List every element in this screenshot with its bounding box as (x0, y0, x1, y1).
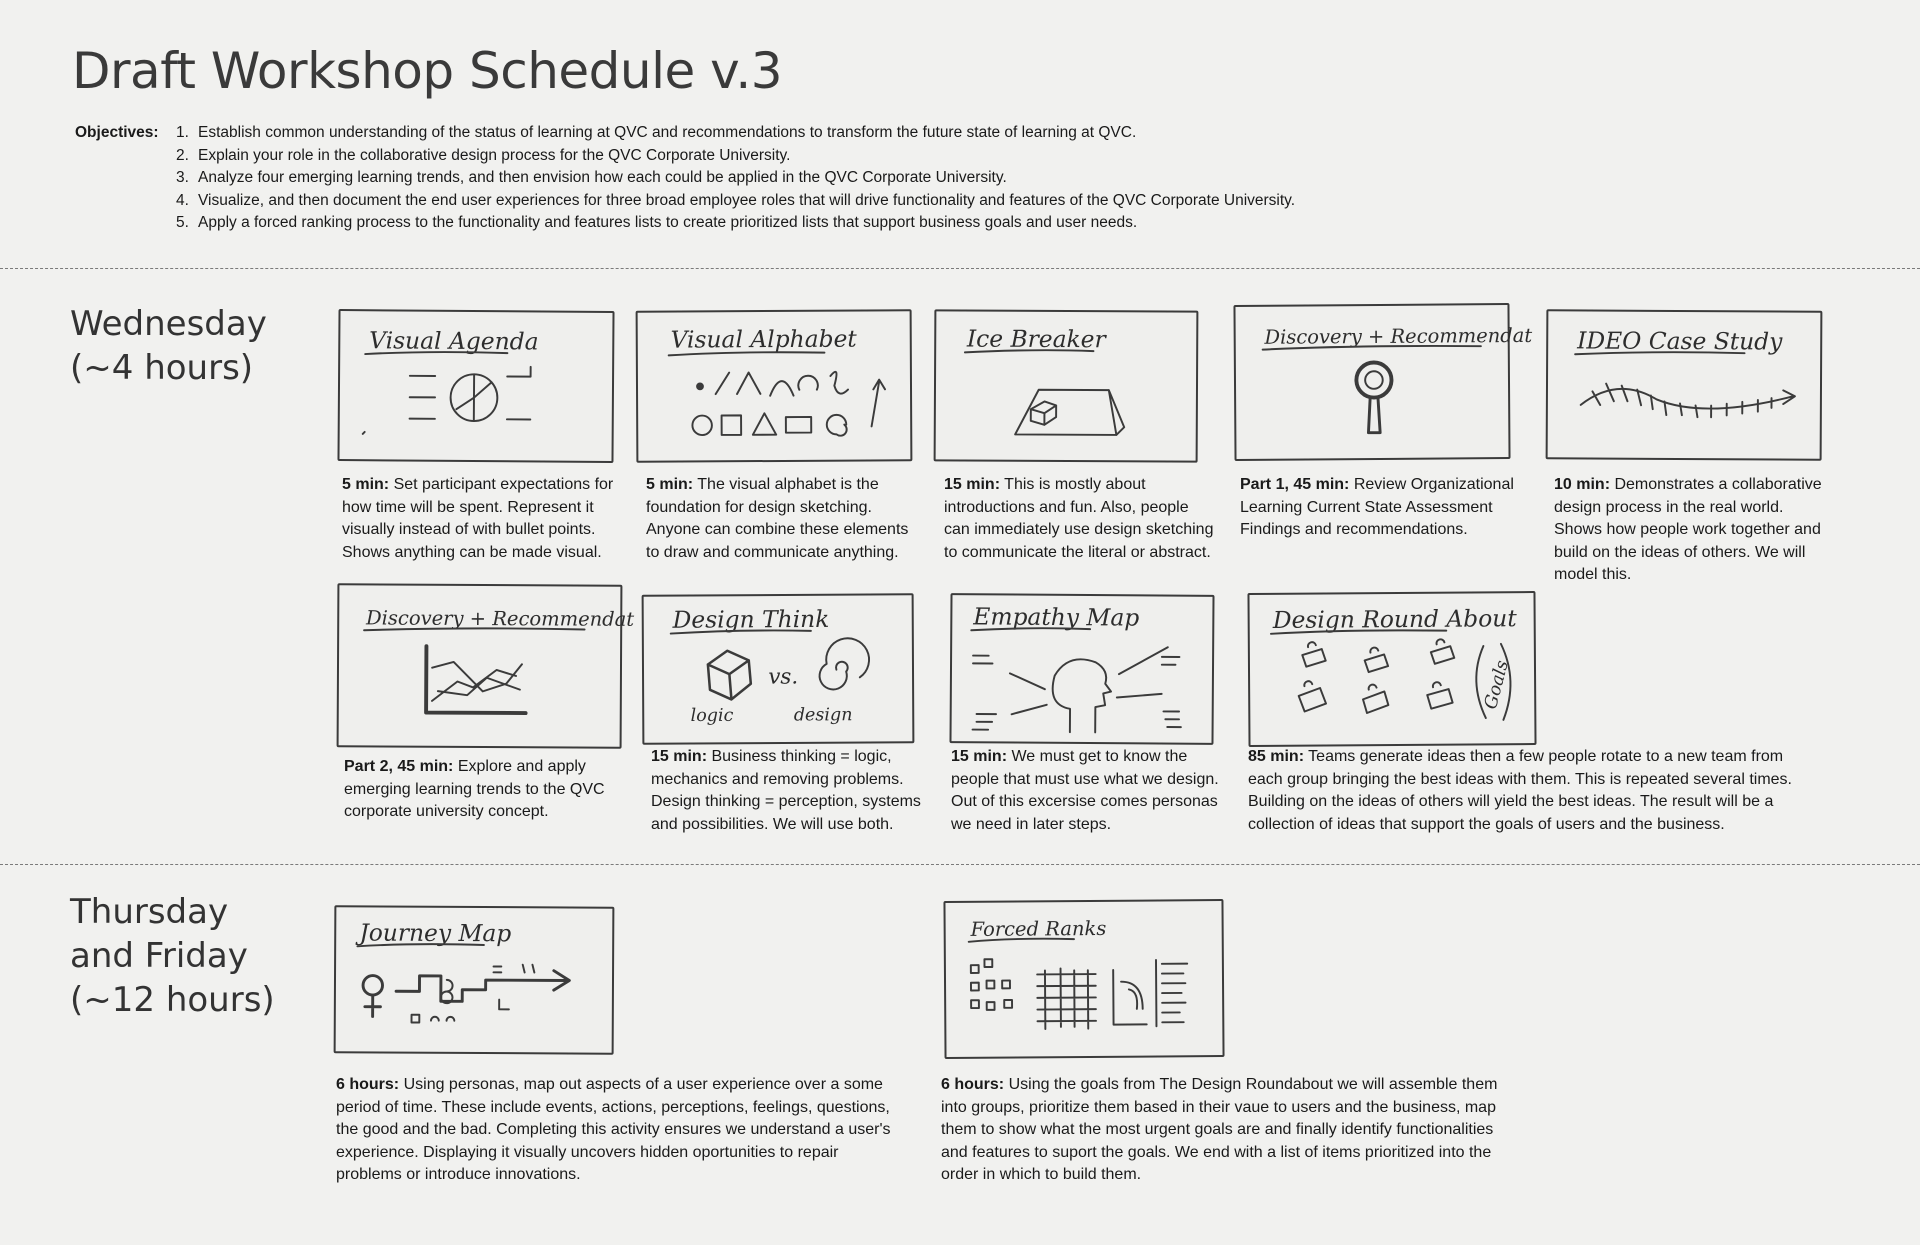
objective-item: 5. Apply a forced ranking process to the functionality and features lists to create prioritized lists that support business goals and user needs. (176, 214, 1138, 231)
svg-text:vs.: vs. (768, 664, 799, 690)
discovery-part1-caption: Part 1, 45 min: Review Organizational Learning Current State Assessment Findings and recommendations. (1240, 476, 1514, 538)
section-divider (0, 864, 1920, 865)
design-roundabout-caption: 85 min: Teams generate ideas then a few people rotate to a new team from each group bringing the best ideas with them. This is repeated several times. Building on the ideas of others will yield the best ideas. The result will be a collection of ideas that support the goals of users and the business. (1248, 748, 1792, 833)
svg-text:Discovery + Recommendat: Discovery + Recommendat (366, 606, 635, 631)
svg-text:Forced Ranks: Forced Ranks (970, 916, 1107, 941)
forced-ranks-caption: 6 hours: Using the goals from The Design Roundabout we will assemble them into groups, prioritize them based in their vaue to users and the business, map them to show what the most urgent goals are and finally identify functionalities and features to suport the goals. We end with a list of items prioritized into the order in which to build them. (941, 1076, 1498, 1183)
roundabout-groups-icon (1249, 593, 1534, 745)
visual-alphabet-shapes-icon (638, 311, 911, 460)
journey-map-caption: 6 hours: Using personas, map out aspects of a user experience over a some period of time. These include events, actions, perceptions, feelings, questions, the good and the bad. Completing this activity ensures we understand a user's experience. Displaying it visually uncovers hidden oportunities to repair problems or introduce innovations. (336, 1076, 891, 1183)
forced-ranks-sketch (943, 899, 1224, 1059)
objective-item: 1. Establish common understanding of the status of learning at QVC and recommendations to transform the future state of learning at QVC. (176, 124, 1137, 141)
objective-text: Visualize, and then document the end user experiences for three broad employee roles that will drive functionality and features of the QVC Corporate University. (198, 191, 1296, 209)
discovery-part1-sketch (1233, 303, 1533, 461)
svg-text:logic: logic (690, 705, 734, 727)
cube-vs-spiral-icon (644, 595, 913, 742)
journey-map-icon (336, 907, 613, 1052)
wednesday-heading: Wednesday (~4 hours) (70, 304, 267, 388)
objectives-list (176, 122, 1426, 235)
agenda-diagram-icon (339, 311, 612, 461)
ideo-case-study-caption: 10 min: Demonstrates a collaborative design process in the real world. Shows how people work together and build on the ideas of others. We will model this. (1554, 476, 1822, 583)
ideo-case-study-sketch (1546, 309, 1823, 460)
page-title: Draft Workshop Schedule v.3 (72, 42, 783, 100)
svg-text:IDEO Case Study: IDEO Case Study (1577, 326, 1783, 356)
objective-text: Apply a forced ranking process to the functionality and features lists to create prioritized lists that support business goals and user needs. (198, 214, 1138, 231)
empathy-map-caption: 15 min: We must get to know the people that must use what we design. Out of this excersise comes personas we need in later steps. (951, 748, 1219, 833)
objective-text: Analyze four emerging learning trends, and then envision how each could be applied in the QVC Corporate University. (198, 169, 1007, 186)
svg-text:Goals: Goals (1481, 658, 1513, 712)
ice-breaker-card-icon (936, 311, 1197, 460)
objective-text: Establish common understanding of the status of learning at QVC and recommendations to transform the future state of learning at QVC. (198, 124, 1137, 141)
stitched-arrow-icon (1548, 311, 1821, 458)
discovery-part2-sketch (337, 583, 635, 748)
svg-text:Journey Map: Journey Map (359, 918, 512, 948)
visual-agenda-caption: 5 min: Set participant expectations for how time will be spent. Represent it visually instead of with bullet points. Shows anything can be made visual. (342, 476, 614, 561)
svg-text:Design Think: Design Think (672, 604, 830, 634)
objective-item: 4. Visualize, and then document the end user experiences for three broad employee roles that will drive functionality and features of the QVC Corporate University. (176, 191, 1296, 209)
thursday-friday-heading: Thursday and Friday (~12 hours) (70, 892, 275, 1020)
design-thinking-sketch (642, 593, 915, 744)
magnifier-icon (1235, 305, 1533, 459)
ice-breaker-caption: 15 min: This is mostly about introductions and fun. Also, people can immediately use design sketching to communicate the literal or abstract. (944, 476, 1214, 561)
svg-text:Discovery + Recommendat: Discovery + Recommendat (1264, 323, 1533, 349)
visual-alphabet-sketch (636, 309, 913, 462)
svg-text:Ice Breaker: Ice Breaker (966, 324, 1106, 354)
visual-alphabet-caption: 5 min: The visual alphabet is the foundation for design sketching. Anyone can combine these elements to draw and communicate anything. (646, 476, 909, 561)
section-divider (0, 268, 1920, 269)
svg-text:design: design (793, 705, 853, 726)
objectives-label: Objectives: (75, 124, 159, 141)
design-thinking-caption: 15 min: Business thinking = logic, mechanics and removing problems. Design thinking = perception, systems and possibilities. We will use both. (651, 748, 921, 833)
empathy-map-sketch (949, 593, 1214, 745)
objective-item: 2. Explain your role in the collaborative design process for the QVC Corporate University. (176, 146, 791, 164)
discovery-part2-caption: Part 2, 45 min: Explore and apply emerging learning trends to the QVC corporate university concept. (344, 758, 605, 820)
svg-text:Empathy Map: Empathy Map (973, 602, 1140, 632)
line-chart-icon (339, 585, 635, 746)
head-profile-icon (951, 595, 1212, 743)
visual-agenda-sketch (337, 309, 614, 463)
journey-map-sketch (334, 905, 615, 1054)
svg-text:Visual Agenda: Visual Agenda (369, 326, 539, 356)
objective-item: 3. Analyze four emerging learning trends, and then envision how each could be applied in the QVC Corporate University. (176, 169, 1007, 186)
svg-text:Visual Alphabet: Visual Alphabet (670, 324, 857, 354)
ice-breaker-sketch (934, 309, 1199, 462)
ranking-grid-icon (945, 901, 1222, 1057)
objective-text: Explain your role in the collaborative design process for the QVC Corporate University. (198, 146, 791, 164)
design-roundabout-sketch (1247, 591, 1536, 747)
svg-text:Design Round About: Design Round About (1272, 604, 1517, 634)
